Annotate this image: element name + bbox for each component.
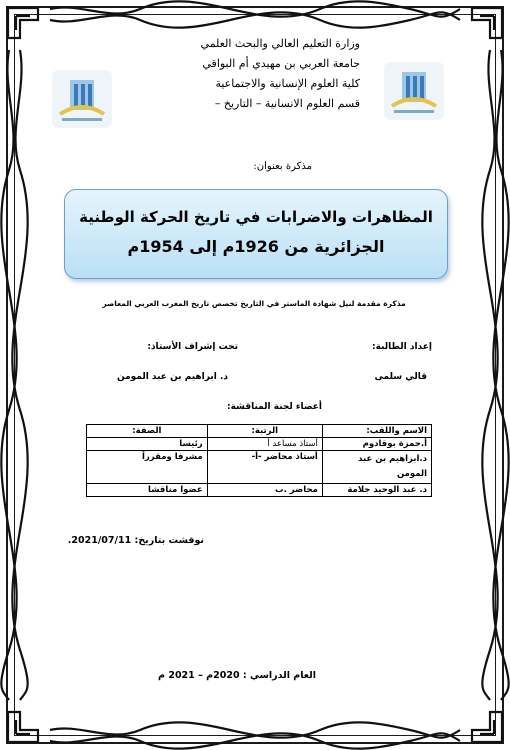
table-header-row	[87, 425, 432, 438]
supervisor-name: د. ابراهيم بن عبد المومن	[116, 372, 228, 382]
university-header	[201, 34, 360, 114]
table-header: الصفة:	[87, 425, 208, 438]
thesis-title-line2: الجزائرية من 1926م إلى 1954م	[127, 237, 385, 256]
member-role: مشرفا ومقرراً	[87, 451, 208, 484]
table-row	[87, 484, 432, 497]
table-header: الاسم واللقب:	[322, 425, 431, 438]
thesis-title-box	[64, 189, 448, 279]
faculty-name: كلية العلوم الإنسانية والاجتماعية	[215, 77, 360, 90]
university-logo-left	[52, 70, 112, 128]
defense-date: نوقشت بتاريخ: 2021/07/11.	[67, 535, 204, 546]
member-role: عضوا مناقشا	[87, 484, 208, 497]
memo-label: مذكرة بعنوان:	[253, 161, 312, 172]
member-rank: أستاذ محاضر -أ-	[207, 451, 322, 484]
table-row	[87, 451, 432, 484]
member-role: رئيسا	[87, 438, 208, 451]
academic-year: العام الدراسي : 2020م – 2021 م	[158, 670, 316, 681]
member-rank: أستاذ مساعد أ	[207, 438, 322, 451]
committee-label: أعضاء لجنة المناقشة:	[226, 402, 322, 412]
thesis-subtitle: مذكرة مقدمة لنيل شهادة الماستر في التاريخ تخصص تاريخ المغرب العربي المعاصر	[102, 299, 406, 308]
member-name: أ.حمزة بوقادوم	[322, 438, 431, 451]
university-name: جامعة العربي بن مهيدي أم البواقي	[202, 57, 360, 70]
committee-table	[86, 424, 432, 497]
supervisor-label: تحت إشراف الأستاذ:	[147, 342, 238, 352]
ministry-name: وزارة التعليم العالي والبحث العلمي	[200, 37, 360, 50]
table-row	[87, 438, 432, 451]
member-rank: محاضر .ب	[207, 484, 322, 497]
table-header: الرتبة:	[207, 425, 322, 438]
thesis-title-line1: المظاهرات والاضرابات في تاريخ الحركة الوطنية	[79, 208, 433, 226]
department-name: قسم العلوم الانسانية – التاريخ –	[214, 97, 360, 110]
member-name: د.ابراهيم بن عبد المومن	[322, 451, 431, 484]
prepared-by-label: إعداد الطالبة:	[372, 342, 432, 352]
member-name: د. عبد الوحيد جلامة	[322, 484, 431, 497]
student-name: قالي سلمى	[374, 372, 427, 382]
university-logo-right	[384, 62, 444, 120]
